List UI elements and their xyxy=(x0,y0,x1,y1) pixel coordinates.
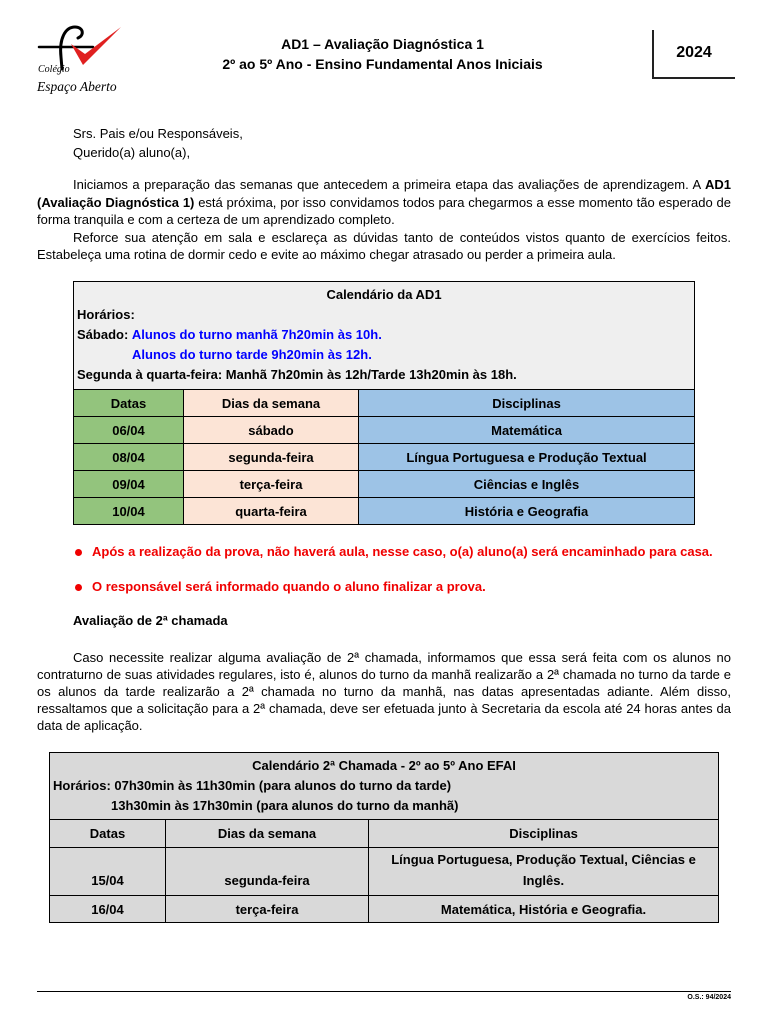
weekday-schedule: Segunda à quarta-feira: Manhã 7h20min às 12h/Tarde 13h20min às 18h. xyxy=(77,367,517,382)
intro-paragraph-1 xyxy=(37,176,731,229)
intro-paragraph-1-highlight: AD1 (Avaliação Diagnóstica 1) xyxy=(37,177,731,210)
column-header-subjects: Disciplinas xyxy=(369,820,719,848)
date-cell: 10/04 xyxy=(74,498,184,525)
date-cell: 08/04 xyxy=(74,444,184,471)
intro-paragraph-1-end: está próxima, por isso convidamos todos para chegarmos a esse momento tão esperado de forma tranquila e com a certeza de um aprendizado completo. xyxy=(37,194,731,227)
weekday-cell: terça-feira xyxy=(166,896,369,923)
notice-no-class: Após a realização da prova, não haverá aula, nesse caso, o(a) aluno(a) será encaminhado para casa. xyxy=(92,544,713,559)
bullet-icon xyxy=(75,584,82,591)
footer-divider xyxy=(37,991,731,992)
logo-text-colegio: Colégio xyxy=(38,64,70,75)
ad1-calendar-table xyxy=(73,281,695,525)
subjects-cell: Ciências e Inglês xyxy=(359,471,695,498)
bullet-icon xyxy=(75,549,82,556)
table-header-row xyxy=(74,390,695,417)
document-year: 2024 xyxy=(676,44,712,61)
document-title-line1: AD1 – Avaliação Diagnóstica 1 xyxy=(281,36,484,52)
subjects-cell: Matemática xyxy=(359,417,695,444)
table-row xyxy=(50,896,719,923)
second-call-info-cell xyxy=(50,753,719,820)
weekday-cell: segunda-feira xyxy=(166,848,369,896)
column-header-dates: Datas xyxy=(74,390,184,417)
schedule-label: Horários: xyxy=(77,307,135,322)
subjects-cell: Matemática, História e Geografia. xyxy=(369,896,719,923)
weekday-cell: sábado xyxy=(184,417,359,444)
second-call-heading: Avaliação de 2ª chamada xyxy=(73,613,228,628)
second-call-info-row xyxy=(50,753,719,820)
saturday-morning-schedule: Alunos do turno manhã 7h20min às 10h. xyxy=(131,327,382,342)
table-header-row xyxy=(50,820,719,848)
saturday-label: Sábado: xyxy=(77,327,129,342)
table-row xyxy=(74,444,695,471)
saturday-afternoon-schedule: Alunos do turno tarde 9h20min às 12h. xyxy=(132,347,372,362)
column-header-weekdays: Dias da semana xyxy=(184,390,359,417)
ad1-calendar-info-cell xyxy=(74,282,695,390)
footer-order-code: O.S.: 94/2024 xyxy=(687,994,731,1001)
second-call-calendar-title: Calendário 2ª Chamada - 2º ao 5º Ano EFAI xyxy=(252,758,516,773)
intro-paragraph-2: Reforce sua atenção em sala e esclareça as dúvidas tanto de conteúdos vistos quanto de exercícios feitos. Estabeleça uma rotina de dormir cedo e evite ao máximo chegar atrasado ou perder a primeira aula. xyxy=(37,229,731,262)
table-row xyxy=(50,848,719,896)
subjects-cell: Língua Portuguesa e Produção Textual xyxy=(359,444,695,471)
salutation xyxy=(73,124,243,162)
table-row xyxy=(74,498,695,525)
salutation-parents: Srs. Pais e/ou Responsáveis, xyxy=(73,126,243,141)
ad1-calendar-info-row xyxy=(74,282,695,390)
notice-guardian-informed: O responsável será informado quando o aluno finalizar a prova. xyxy=(92,579,486,594)
subjects-cell: História e Geografia xyxy=(359,498,695,525)
second-call-hours-morning: 13h30min às 17h30min (para alunos do turno da manhã) xyxy=(111,798,459,813)
logo-text-school-name: Espaço Aberto xyxy=(37,79,117,94)
table-row xyxy=(74,471,695,498)
column-header-subjects: Disciplinas xyxy=(359,390,695,417)
date-cell: 06/04 xyxy=(74,417,184,444)
date-cell: 16/04 xyxy=(50,896,166,923)
column-header-weekdays: Dias da semana xyxy=(166,820,369,848)
weekday-cell: terça-feira xyxy=(184,471,359,498)
document-title-line2: 2º ao 5º Ano - Ensino Fundamental Anos Iniciais xyxy=(222,55,543,72)
year-divider xyxy=(652,30,654,78)
document-title xyxy=(160,35,605,74)
salutation-student: Querido(a) aluno(a), xyxy=(73,145,191,160)
weekday-cell: quarta-feira xyxy=(184,498,359,525)
date-cell: 09/04 xyxy=(74,471,184,498)
second-call-calendar-table xyxy=(49,752,719,923)
column-header-dates: Datas xyxy=(50,820,166,848)
year-underline xyxy=(652,77,735,79)
saturday-afternoon-line xyxy=(77,345,691,365)
saturday-schedule-line xyxy=(77,325,691,345)
weekday-cell: segunda-feira xyxy=(184,444,359,471)
second-call-hours-afternoon: Horários: 07h30min às 11h30min (para alunos do turno da tarde) xyxy=(53,778,452,793)
date-cell: 15/04 xyxy=(50,848,166,896)
ad1-calendar-title: Calendário da AD1 xyxy=(326,287,442,302)
intro-paragraph-1-start: Iniciamos a preparação das semanas que antecedem a primeira etapa das avaliações de aprendizagem. A xyxy=(73,177,705,192)
intro-text xyxy=(37,176,731,264)
subjects-cell: Língua Portuguesa, Produção Textual, Ciências e Inglês. xyxy=(369,848,719,896)
table-row xyxy=(74,417,695,444)
second-call-paragraph: Caso necessite realizar alguma avaliação de 2ª chamada, informamos que essa será feita com os alunos no contraturno de suas atividades regulares, isto é, alunos do turno da manhã realizarão a 2ª chamada no turno da tarde e os alunos da tarde realizarão a 2ª chamada no turno da manhã, nas datas apresentadas adiante. Além disso, ressaltamos que a solicitação para a 2ª chamada, deve ser efetuada junto à Secretaria da escola até 24 horas antes da data de aplicação. xyxy=(37,649,731,733)
